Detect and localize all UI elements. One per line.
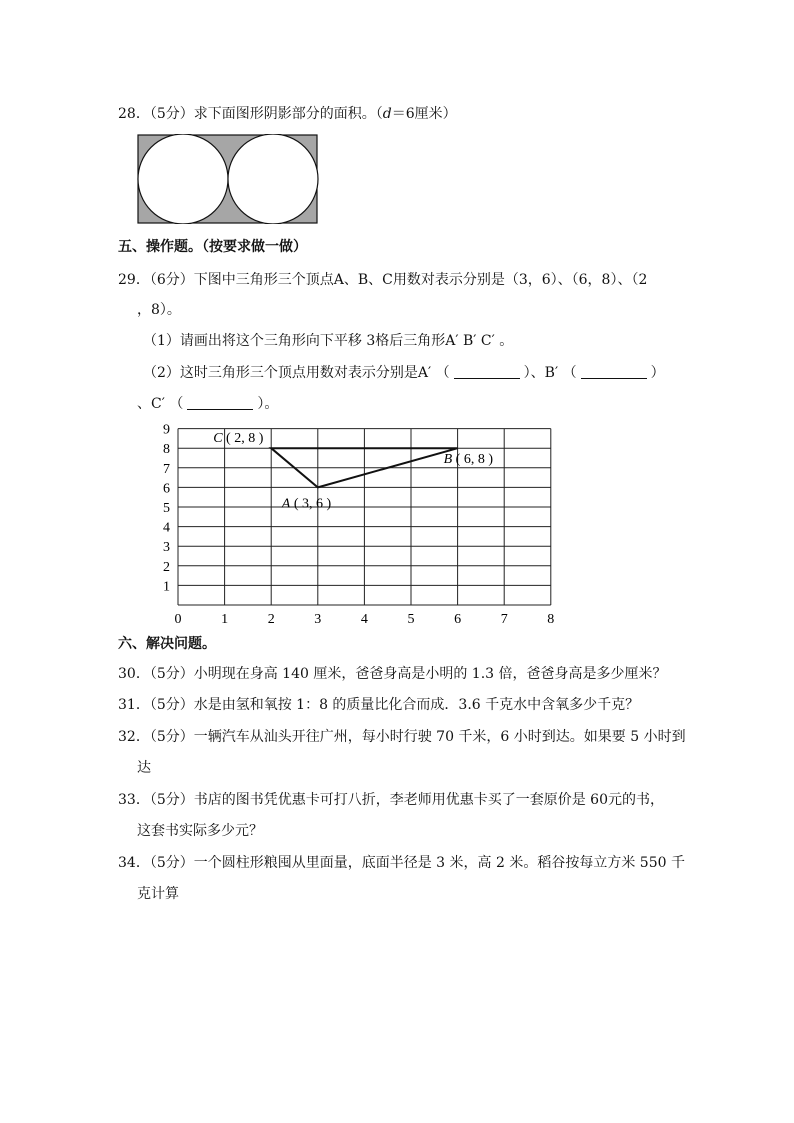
q30-text: 30．（5分）小明现在身高 140 厘米，爸爸身高是小明的 1.3 倍，爸爸身高是多少厘米？ — [118, 666, 667, 682]
x-tick-label: 6 — [454, 612, 462, 627]
q29-sub3-prefix: 、C′ （ — [137, 396, 184, 412]
point-label-c — [213, 431, 264, 446]
point-coords-b: ( 6, 8 ) — [452, 452, 493, 468]
q29-sub1: （1）请画出将这个三角形向下平移 3格后三角形A′ B′ C′ 。 — [143, 333, 514, 349]
q29-line1: 29．（6分）下图中三角形三个顶点A、B、C用数对表示分别是（3，6）、（6，8）、（2 — [118, 272, 648, 288]
q28-text — [118, 104, 457, 124]
q29-sub2 — [143, 363, 665, 383]
y-tick-label: 3 — [163, 540, 170, 556]
y-tick-label: 2 — [163, 559, 170, 575]
x-tick-label: 2 — [267, 612, 275, 627]
section5-heading: 五、操作题。（按要求做一做） — [118, 239, 307, 255]
q29-sub2-mid: ）、B′ （ — [523, 365, 577, 381]
answer-blank-b[interactable] — [581, 364, 647, 379]
x-tick-label: 1 — [221, 612, 229, 627]
point-label-b — [444, 452, 494, 467]
point-coords-c: ( 2, 8 ) — [222, 431, 264, 447]
right-circle — [228, 134, 318, 224]
q29-sub3 — [137, 394, 278, 414]
answer-blank-a[interactable] — [454, 364, 520, 379]
q32-line1: 32．（5分）一辆汽车从汕头开往广州，每小时行驶 70 千米，6 小时到达。如果要 5 小时到 — [118, 729, 686, 745]
y-tick-label: 7 — [163, 461, 170, 477]
x-tick-label: 7 — [500, 612, 508, 627]
x-tick-label: 0 — [174, 612, 182, 627]
answer-blank-c[interactable] — [187, 395, 253, 410]
y-tick-label: 8 — [163, 442, 170, 458]
y-tick-label: 5 — [163, 501, 170, 516]
x-tick-label: 5 — [407, 612, 415, 627]
y-tick-label: 9 — [163, 422, 170, 438]
q29-sub2-prefix: （2）这时三角形三个顶点用数对表示分别是A′ （ — [143, 365, 450, 381]
coordinate-grid — [140, 418, 570, 630]
q29-sub2-end: ） — [650, 365, 665, 381]
point-name-a: A — [281, 496, 291, 512]
q34-line1: 34．（5分）一个圆柱形粮囤从里面量，底面半径是 3 米，高 2 米。稻谷按每立方米 550 千 — [118, 855, 685, 871]
x-tick-label: 8 — [547, 612, 555, 627]
q34-line2: 克计算 — [137, 886, 179, 902]
q31-text: 31．（5分）水是由氢和氧按 1：8 的质量比化合而成．3.6 千克水中含氧多少千克？ — [118, 697, 640, 713]
y-tick-label: 1 — [163, 579, 170, 595]
point-name-b: B — [443, 452, 453, 468]
q29-line2: ，8）。 — [137, 302, 181, 318]
y-tick-label: 4 — [163, 520, 170, 536]
q28-figure — [137, 134, 319, 224]
point-name-c: C — [213, 431, 223, 447]
q33-line2: 这套书实际多少元？ — [137, 823, 263, 839]
x-tick-label: 4 — [360, 612, 368, 627]
q33-line1: 33．（5分）书店的图书凭优惠卡可打八折，李老师用优惠卡买了一套原价是 60元的书， — [118, 792, 664, 808]
q28-var-d: d — [382, 106, 392, 122]
point-label-a — [281, 496, 332, 511]
q32-line2: 达 — [137, 760, 151, 776]
q28-suffix: ＝6厘米） — [391, 106, 457, 122]
q28-prefix: 28．（5分）求下面图形阴影部分的面积。（ — [118, 106, 383, 122]
left-circle — [138, 134, 228, 224]
y-tick-label: 6 — [163, 481, 170, 497]
q29-sub3-end: ）。 — [257, 396, 279, 412]
point-coords-a: ( 3, 6 ) — [290, 496, 332, 512]
section6-heading: 六、解决问题。 — [118, 636, 216, 652]
x-tick-label: 3 — [314, 612, 322, 627]
